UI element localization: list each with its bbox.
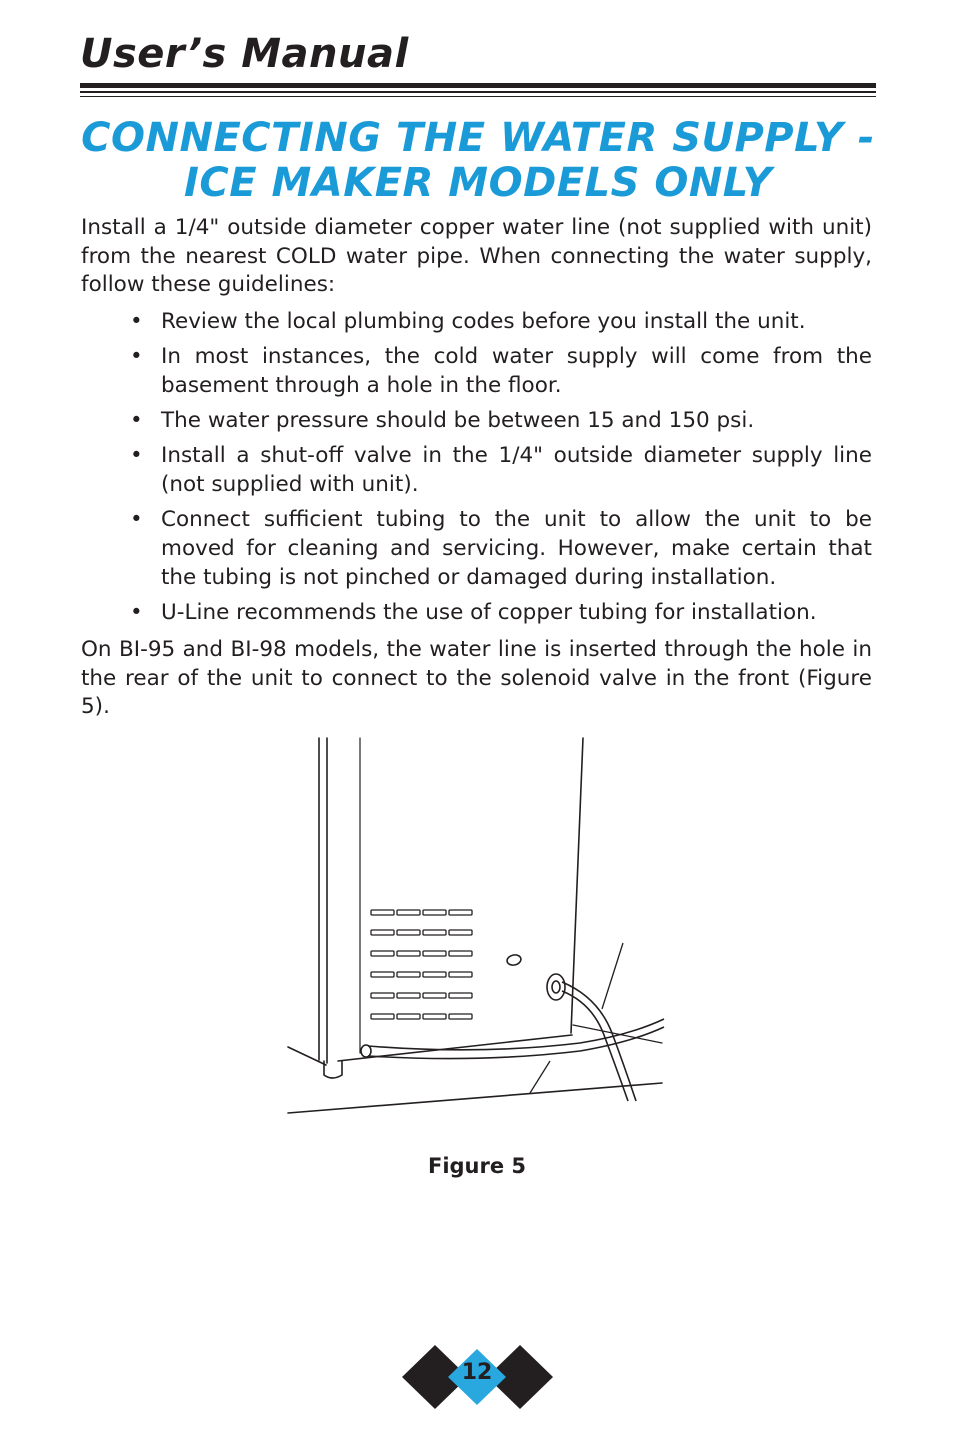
callout-leader-tubing <box>530 1061 550 1093</box>
list-item-text: In most instances, the cold water supply will come from the basement through a hole in the floor. <box>161 344 872 398</box>
figure-5-illustration <box>280 735 680 1125</box>
guidelines-list <box>130 308 872 634</box>
section-title-line2: ICE MAKER MODELS ONLY <box>183 160 773 206</box>
list-item-text: Review the local plumbing codes before you install the unit. <box>161 309 806 334</box>
floor-tubing-upper <box>368 1019 664 1050</box>
list-item-text: The water pressure should be between 15 and 150 psi. <box>161 408 755 434</box>
header-rule-hairline <box>80 96 876 97</box>
list-item-text: Install a shut-off valve in the 1/4" outside diameter supply line (not supplied with unit). <box>161 443 872 498</box>
bullet-icon: • <box>130 344 143 370</box>
header-rule-thin <box>80 91 876 93</box>
figure-caption: Figure 5 <box>427 1154 527 1178</box>
list-item <box>130 599 872 628</box>
floor-edge-front <box>288 1083 662 1113</box>
list-item <box>130 308 872 337</box>
cabinet-back-edge <box>571 738 583 1033</box>
models-paragraph: On BI-95 and BI-98 models, the water line is inserted through the hole in the rear of the unit to connect to the solenoid valve in the front (Figure 5). <box>81 637 872 720</box>
floor-edge-left <box>288 1047 326 1065</box>
manual-title: User’s Manual <box>80 31 409 77</box>
bullet-icon: • <box>130 408 143 434</box>
bullet-icon: • <box>130 507 143 533</box>
list-item <box>130 506 872 592</box>
list-item-text: Connect sufficient tubing to the unit to allow the unit to be moved for cleaning and servicing. However, make certain that the tubing is not pinched or damaged during installation. <box>161 507 872 590</box>
list-item-text: U-Line recommends the use of copper tubing for installation. <box>161 599 817 625</box>
header-rule-thick <box>80 83 876 88</box>
page-number: 12 <box>461 1360 493 1385</box>
section-title-line1: CONNECTING THE WATER SUPPLY - <box>81 115 875 161</box>
tubing-end <box>361 1045 371 1057</box>
list-item <box>130 442 872 499</box>
access-hole <box>506 954 522 967</box>
list-item <box>130 407 872 436</box>
bullet-icon: • <box>130 309 143 334</box>
intro-paragraph: Install a 1/4" outside diameter copper water line (not supplied with unit) from the nearest COLD water pipe. When connecting the water supply, follow these guidelines: <box>81 215 872 298</box>
bullet-icon: • <box>130 599 143 625</box>
bullet-icon: • <box>130 443 143 469</box>
callout-leader-valve <box>602 943 623 1009</box>
vent-grille <box>371 910 472 1019</box>
list-item <box>130 343 872 400</box>
water-inlet-fitting <box>552 981 560 993</box>
water-inlet-grommet <box>547 974 565 1000</box>
section-title <box>80 116 876 206</box>
